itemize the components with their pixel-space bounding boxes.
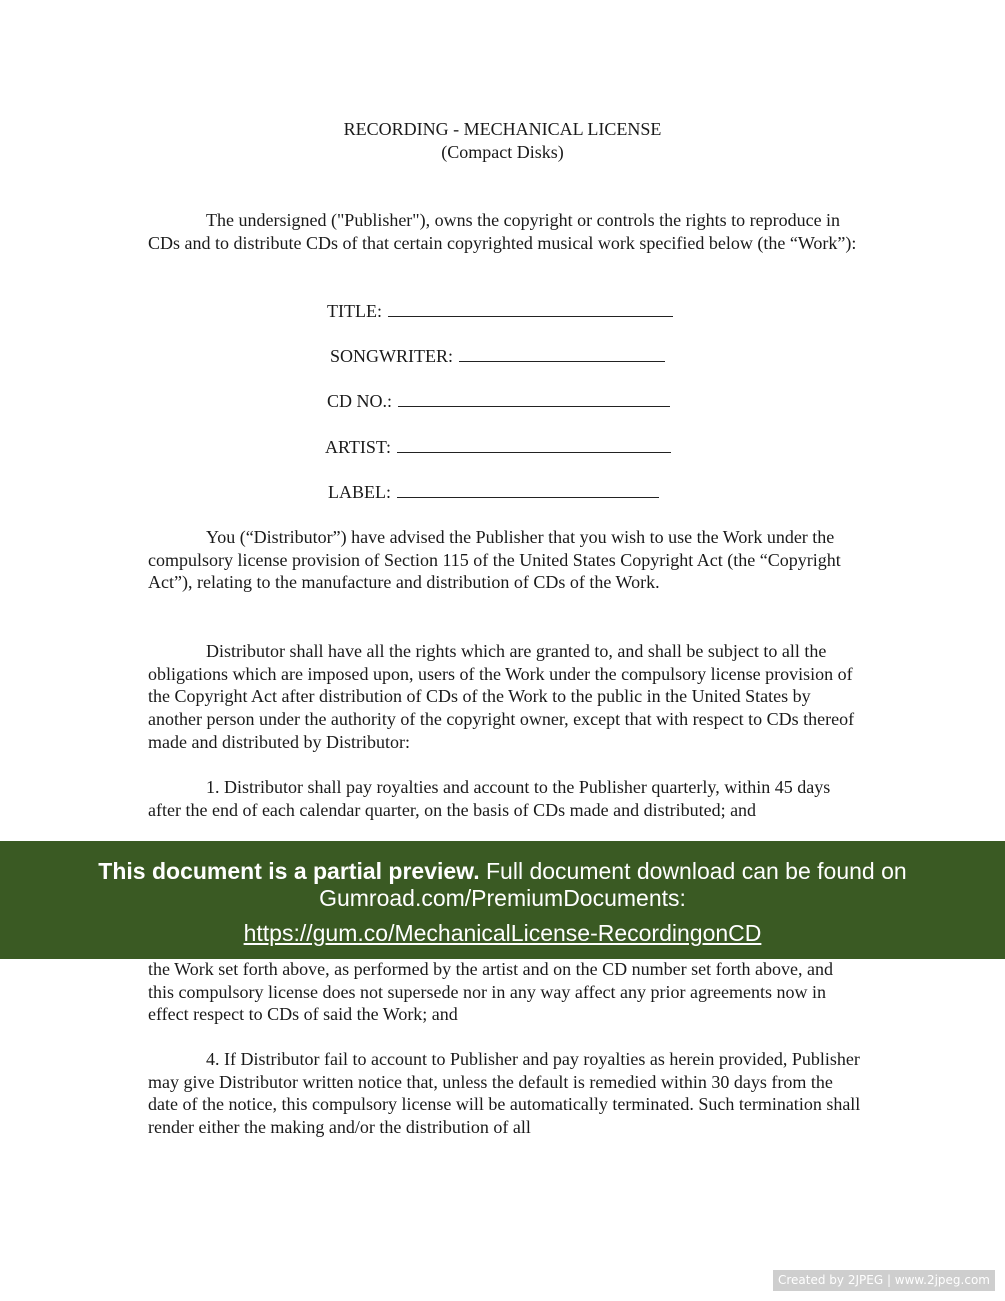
title-field (327, 300, 673, 322)
download-link[interactable]: https://gum.co/MechanicalLicense-RecordingonCD (243, 920, 762, 946)
clause-1-text: 1. Distributor shall pay royalties and account to the Publisher quarterly, within 45 days after the end of each calendar quarter, on the basis of CDs made and distributed; and (148, 777, 831, 820)
banner-line-1 (0, 858, 1005, 885)
rights-text: Distributor shall have all the rights which are granted to, and shall be subject to all the obligations which are imposed upon, users of the Work under the compulsory license provision of the Copyright Act after distribution of CDs of the Work to the public in the United States by another person under the authority of the copyright owner, except that with respect to CDs thereof made and distributed by Distributor: (148, 641, 855, 752)
clause-4 (148, 1048, 863, 1139)
distributor-text: You (“Distributor”) have advised the Publisher that you wish to use the Work under the compulsory license provision of Section 115 of the United States Copyright Act (the “Copyright Act”), relating to the manufacture and distribution of CDs of the Work. (148, 527, 841, 593)
clause-4-text: 4. If Distributor fail to account to Publisher and pay royalties as herein provided, Publisher may give Distributor written notice that, unless the default is remedied within 30 days from the date of the notice, this compulsory license will be automatically terminated. Such termination shall render either the making and/or the distribution of all (148, 1049, 861, 1138)
preview-banner (0, 841, 1005, 959)
title-blank-line (388, 300, 673, 317)
label-field-label: LABEL: (328, 482, 391, 502)
cd-no-blank-line (398, 390, 670, 407)
banner-text: Full document download can be found on (479, 858, 907, 884)
artist-field (325, 436, 671, 458)
artist-blank-line (397, 436, 671, 453)
title-field-label: TITLE: (327, 301, 382, 321)
clause-3-tail (148, 958, 863, 1026)
banner-line-2: Gumroad.com/PremiumDocuments: (319, 885, 686, 911)
banner-line-3 (0, 920, 1005, 947)
songwriter-field-label: SONGWRITER: (330, 346, 453, 366)
watermark-badge: Created by 2JPEG | www.2jpeg.com (773, 1270, 995, 1291)
document-subtitle: (Compact Disks) (441, 142, 564, 162)
intro-text: The undersigned ("Publisher"), owns the copyright or controls the rights to reproduce in CDs and to distribute CDs of that certain copyrighted musical work specified below (the “Work”): (148, 210, 857, 253)
artist-field-label: ARTIST: (325, 437, 392, 457)
label-field (328, 481, 659, 503)
document-title-block (0, 118, 1005, 164)
document-title: RECORDING - MECHANICAL LICENSE (343, 119, 662, 139)
banner-bold-text: This document is a partial preview. (98, 858, 480, 884)
cd-no-field-label: CD NO.: (327, 391, 393, 411)
clause-1 (148, 776, 863, 821)
clause-3-tail-text: the Work set forth above, as performed by the artist and on the CD number set forth above, and this compulsory license does not supersede nor in any way affect any prior agreements now in effect respect to CDs of said the Work; and (148, 959, 834, 1025)
songwriter-field (330, 345, 665, 367)
label-blank-line (397, 481, 659, 498)
cd-no-field (327, 390, 670, 412)
rights-paragraph (148, 640, 863, 754)
songwriter-blank-line (459, 345, 665, 362)
intro-paragraph (148, 209, 863, 254)
distributor-paragraph (148, 526, 863, 594)
